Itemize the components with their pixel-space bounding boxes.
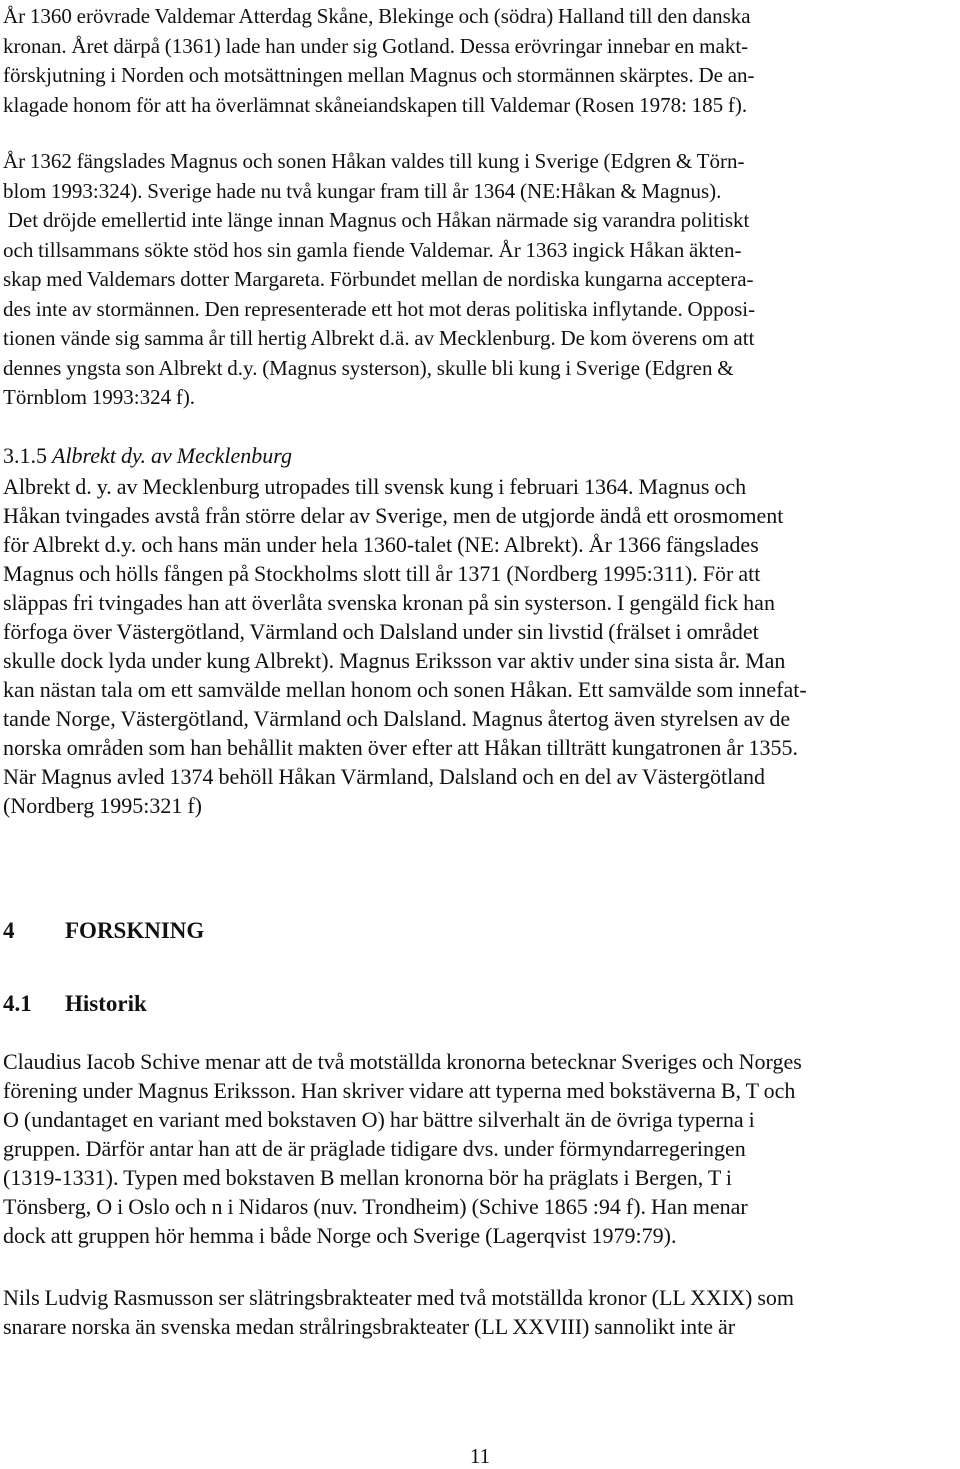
text-line: kan nästan tala om ett samvälde mellan honom och sonen Håkan. Ett samvälde som innefat- [3,677,807,702]
text-line: blom 1993:324). Sverige hade nu två kungar fram till år 1364 (NE:Håkan & Magnus). [3,178,722,203]
text-line: (1319-1331). Typen med bokstaven B mellan kronorna bör ha präglats i Bergen, T i [3,1165,733,1190]
text-line: tionen vände sig samma år till hertig Albrekt d.ä. av Mecklenburg. De kom överens om att [3,326,755,350]
text-line: År 1360 erövrade Valdemar Atterdag Skåne, Blekinge och (södra) Halland till den danska [3,4,751,28]
subsection-heading-albrekt [3,441,958,470]
paragraph-albrekt-king [3,472,958,820]
text-line: för Albrekt d.y. och hans män under hela 1360-talet (NE: Albrekt). År 1366 fängslades [3,532,759,557]
text-line: snarare norska än svenska medan strålringsbrakteater (LL XXVIII) sannolikt inte är [3,1314,736,1339]
text-line: kronan. Året därpå (1361) lade han under sig Gotland. Dessa erövringar innebar en makt- [3,33,749,58]
section-number: 4.1 [3,991,32,1016]
section-title: FORSKNING [65,918,205,943]
text-line: tande Norge, Västergötland, Värmland och Dalsland. Magnus återtog även styrelsen av de [3,706,791,731]
text-line: dennes yngsta son Albrekt d.y. (Magnus systerson), skulle bli kung i Sverige (Edgren & [3,355,734,380]
paragraph-magnus-imprisoned [3,147,958,413]
section-heading-historik [3,989,958,1019]
section-number: 4 [3,918,15,943]
text-line: norska områden som han behållit makten över efter att Håkan tillträtt kungatronen år 1355. [3,735,799,760]
text-line: Tönsberg, O i Oslo och n i Nidaros (nuv. Trondheim) (Schive 1865 :94 f). Han menar [3,1194,748,1219]
text-line: Nils Ludvig Rasmusson ser slätringsbrakteater med två motställda kronor (LL XXIX) som [3,1285,795,1310]
section-title: Historik [65,991,147,1016]
paragraph-rasmusson [3,1283,958,1341]
text-line: Albrekt d. y. av Mecklenburg utropades till svensk kung i februari 1364. Magnus och [3,474,747,499]
text-line: förfoga över Västergötland, Värmland och Dalsland under sin livstid (frälset i området [3,619,759,644]
paragraph-valdemar-conquests [3,2,958,120]
text-line: des inte av stormännen. Den representerade ett hot mot deras politiska inflytande. Opposi- [3,296,756,321]
subsection-title: Albrekt dy. av Mecklenburg [52,443,292,468]
text-line: och tillsammans sökte stöd hos sin gamla fiende Valdemar. År 1363 ingick Håkan äkten- [3,237,742,262]
text-line: skap med Valdemars dotter Margareta. Förbundet mellan de nordiska kungarna acceptera- [3,267,754,291]
text-line: Håkan tvingades avstå från större delar av Sverige, men de utgjorde ändå ett orosmoment [3,503,784,528]
section-heading-line [3,916,958,946]
text-line: År 1362 fängslades Magnus och sonen Håkan valdes till kung i Sverige (Edgren & Törn- [3,149,745,173]
section-heading-forskning [3,916,958,946]
page-number: 11 [469,1444,491,1468]
text-line: gruppen. Därför antar han att de är präglade tidigare dvs. under förmyndarregeringen [3,1136,746,1161]
text-line: dock att gruppen hör hemma i både Norge och Sverige (Lagerqvist 1979:79). [3,1223,677,1248]
text-line: förening under Magnus Eriksson. Han skriver vidare att typerna med bokstäverna B, T och [3,1078,796,1103]
text-line: Magnus och hölls fången på Stockholms slott till år 1371 (Nordberg 1995:311). För att [3,561,761,586]
text-line: skulle dock lyda under kung Albrekt). Magnus Eriksson var aktiv under sina sista år. Man [3,648,786,673]
subsection-number: 3.1.5 [3,443,47,468]
text-line: förskjutning i Norden och motsättningen mellan Magnus och stormännen skärptes. De an- [3,63,755,87]
paragraph-schive [3,1047,958,1250]
subsection-heading-line [3,441,958,470]
text-line: Claudius Iacob Schive menar att de två motställda kronorna betecknar Sveriges och Norges [3,1049,802,1074]
text-line: När Magnus avled 1374 behöll Håkan Värmland, Dalsland och en del av Västergötland [3,764,765,789]
text-line: Törnblom 1993:324 f). [3,385,196,409]
section-heading-line [3,989,958,1019]
text-line: klagade honom för att ha överlämnat skåneiandskapen till Valdemar (Rosen 1978: 185 f). [3,92,748,117]
text-line: O (undantaget en variant med bokstaven O) har bättre silverhalt än de övriga typerna i [3,1107,755,1132]
text-line: (Nordberg 1995:321 f) [3,793,202,818]
text-line: Det dröjde emellertid inte länge innan Magnus och Håkan närmade sig varandra politiskt [3,208,750,232]
text-line: släppas fri tvingades han att överlåta svenska kronan på sin systerson. I gengäld fick han [3,590,775,615]
